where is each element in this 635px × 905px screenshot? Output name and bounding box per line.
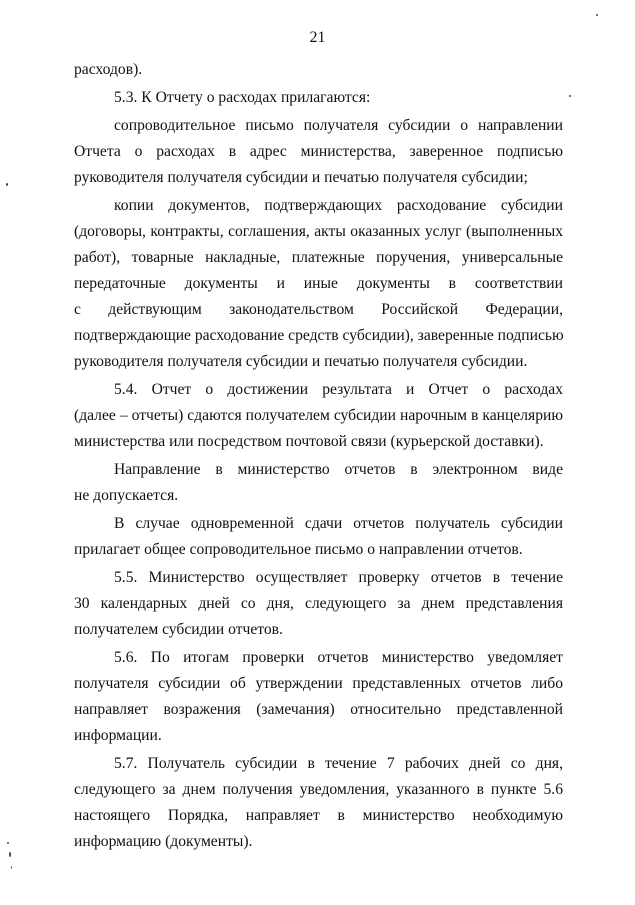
text-line: 5.3. К Отчету о расходах прилагаются:: [114, 89, 371, 106]
paragraph-cover-letter: [74, 113, 563, 191]
paragraph-5-4: [74, 377, 563, 455]
text-line: информацию (документы).: [74, 833, 253, 850]
text-line: сопроводительное письмо получателя субсидии о направлении: [114, 117, 563, 134]
text-line: 5.4. Отчет о достижении результата и Отчет о расходах: [114, 381, 563, 398]
text-line: В случае одновременной сдачи отчетов получатель субсидии: [114, 515, 563, 532]
scan-speck: [569, 95, 571, 97]
text-line: Отчета о расходах в адрес министерства, заверенное подписью: [74, 143, 563, 160]
text-line: расходов).: [74, 61, 143, 78]
text-line: 5.6. По итогам проверки отчетов министерство уведомляет: [114, 649, 563, 666]
scan-speck: [9, 852, 11, 857]
paragraph-electronic-submission: [74, 457, 563, 509]
text-line: направляет возражения (замечания) относительно представленной: [74, 701, 563, 718]
text-line: с действующим законодательством Российской Федерации,: [74, 301, 563, 318]
text-line: следующего за днем получения уведомления, указанного в пункте 5.6: [74, 781, 563, 798]
text-line: настоящего Порядка, направляет в министерство необходимую: [74, 807, 563, 824]
text-line: руководителя получателя субсидии и печатью получателя субсидии.: [74, 353, 528, 370]
text-line: не допускается.: [74, 487, 179, 504]
text-line: 5.7. Получатель субсидии в течение 7 рабочих дней со дня,: [114, 755, 563, 772]
paragraph-5-5: [74, 565, 563, 643]
text-line: прилагает общее сопроводительное письмо о направлении отчетов.: [74, 541, 523, 558]
scan-speck: [596, 14, 598, 16]
text-line: (далее – отчеты) сдаются получателем субсидии нарочным в канцелярию: [74, 407, 563, 424]
text-line: работ), товарные накладные, платежные поручения, универсальные: [74, 249, 563, 266]
text-line: передаточные документы и иные документы в соответствии: [74, 275, 563, 292]
scan-speck: [7, 842, 9, 844]
document-body: [74, 57, 563, 855]
text-line: копии документов, подтверждающих расходование субсидии: [114, 197, 563, 214]
paragraph-5-3: [74, 85, 563, 111]
scan-speck: [6, 183, 8, 186]
text-line: руководителя получателя субсидии и печатью получателя субсидии;: [74, 169, 528, 186]
text-line: информации.: [74, 727, 162, 744]
text-line: получателя субсидии об утверждении представленных отчетов либо: [74, 675, 563, 692]
scan-speck: [11, 866, 12, 869]
paragraph-document-copies: [74, 193, 563, 375]
text-line: Направление в министерство отчетов в электронном виде: [114, 461, 563, 478]
text-line: подтверждающие расходование средств субсидии), заверенные подписью: [74, 327, 564, 344]
paragraph-5-6: [74, 645, 563, 749]
paragraph-simultaneous-submission: [74, 511, 563, 563]
text-line: (договоры, контракты, соглашения, акты оказанных услуг (выполненных: [74, 223, 563, 240]
paragraph-5-7: [74, 751, 563, 855]
text-line: получателем субсидии отчетов.: [74, 621, 283, 638]
text-line: 5.5. Министерство осуществляет проверку отчетов в течение: [114, 569, 563, 586]
paragraph-continuation: [74, 57, 563, 83]
text-line: министерства или посредством почтовой связи (курьерской доставки).: [74, 433, 544, 450]
text-line: 30 календарных дней со дня, следующего за днем представления: [74, 595, 563, 612]
page-number: 21: [309, 29, 326, 46]
